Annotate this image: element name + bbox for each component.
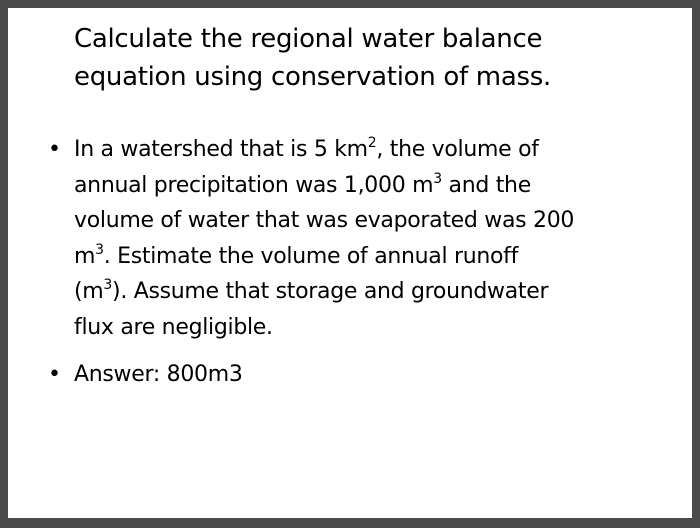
text-line: flux are negligible. [74, 314, 273, 340]
text-line: volume of water that was evaporated was 200 [74, 208, 575, 233]
text-line: In a watershed that is 5 $km^2$, the volume of [74, 135, 539, 162]
bullet-dot-icon: • [48, 362, 61, 387]
bullet-item-problem [44, 132, 674, 345]
bullet-list [44, 132, 674, 405]
bullet-text [74, 357, 674, 393]
bullet-text [74, 132, 674, 345]
bullet-dot-icon: • [48, 137, 61, 162]
slide-title [74, 20, 674, 96]
title-line-2: equation using conservation of mass. [74, 62, 551, 92]
slide [8, 8, 692, 518]
title-line-1: Calculate the regional water balance [74, 24, 543, 54]
text-line: annual precipitation was 1,000 $m^3$ and the [74, 170, 531, 198]
text-line: $m^3$. Estimate the volume of annual runoff [74, 241, 519, 269]
text-line: $(m^3)$. Assume that storage and groundwater [74, 277, 549, 304]
bullet-item-answer [44, 357, 674, 393]
answer-line: Answer: 800m3 [74, 362, 243, 387]
